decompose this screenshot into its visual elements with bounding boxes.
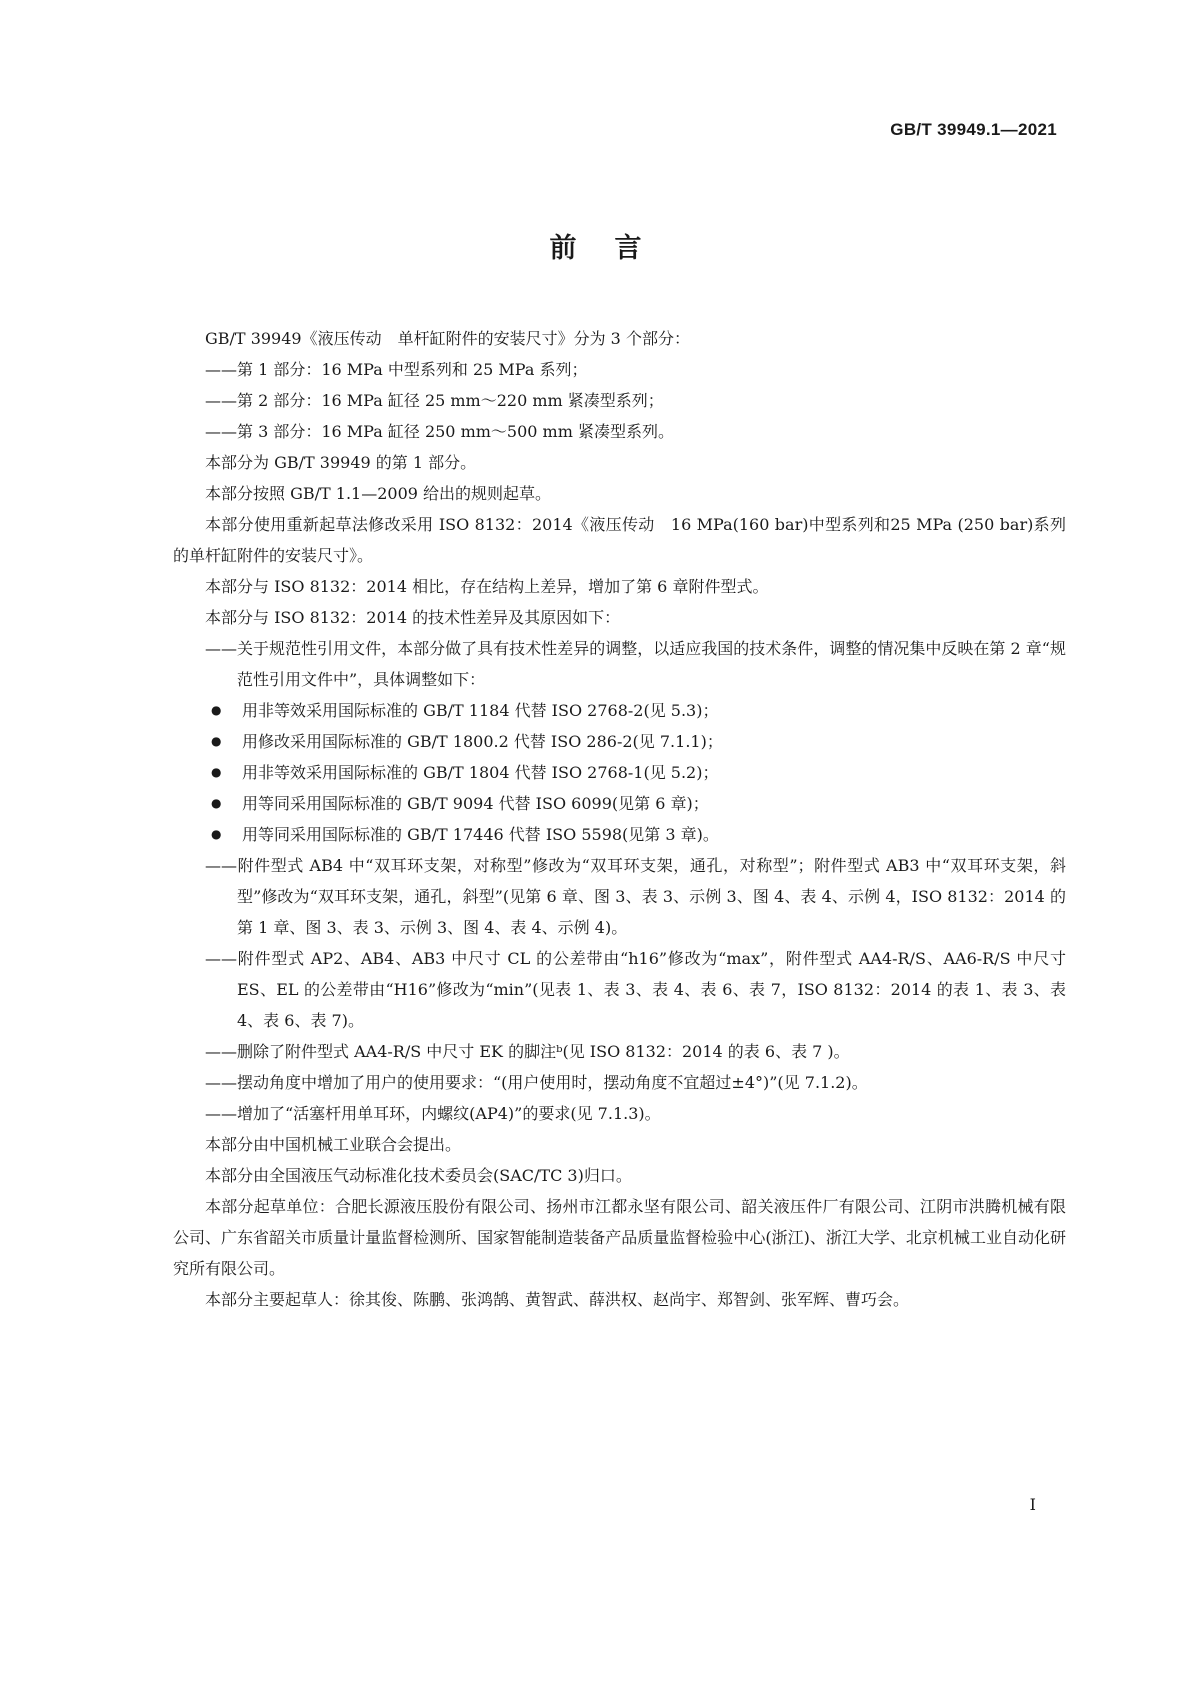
difference-item: ——附件型式 AP2、AB4、AB3 中尺寸 CL 的公差带由“h16”修改为“max”，附件型式 AA4-R/S、AA6-R/S 中尺寸 ES、EL 的公差带由“H16”修改为“min”(见表 1、表 3、表 4、表 6、表 7，ISO 8132：2014 的表 1、表 3、表 4、表 6、表 7)。 <box>205 949 1066 1030</box>
difference-item: ——摆动角度中增加了用户的使用要求：“(用户使用时，摆动角度不宜超过±4°)”(见 7.1.2)。 <box>205 1073 868 1092</box>
list-item <box>173 695 1066 726</box>
proposer-paragraph: 本部分由中国机械工业联合会提出。 <box>205 1135 462 1154</box>
structure-difference-paragraph: 本部分与 ISO 8132：2014 相比，存在结构上差异，增加了第 6 章附件型式。 <box>205 577 769 596</box>
reference-adjustment-list <box>173 695 1066 850</box>
foreword-body <box>173 323 1066 1315</box>
bullet-icon: ● <box>211 703 222 717</box>
list-item-text: 用等同采用国际标准的 GB/T 9094 代替 ISO 6099(见第 6 章)； <box>242 794 709 813</box>
part-list-item: ——第 3 部分：16 MPa 缸径 250 mm～500 mm 紧凑型系列。 <box>205 422 674 441</box>
difference-item: ——删除了附件型式 AA4-R/S 中尺寸 EK 的脚注ᵇ(见 ISO 8132：2014 的表 6、表 7 )。 <box>205 1042 850 1061</box>
list-item-text: 用非等效采用国际标准的 GB/T 1804 代替 ISO 2768-1(见 5.2)； <box>242 763 719 782</box>
difference-item: ——附件型式 AB4 中“双耳环支架，对称型”修改为“双耳环支架，通孔，对称型”；附件型式 AB3 中“双耳环支架，斜型”修改为“双耳环支架，通孔，斜型”(见第 6 章、图 3、表 3、示例 3、图 4、表 4、示例 4，ISO 8132：2014 的第 1 章、图 3、表 3、示例 3、图 4、表 4、示例 4)。 <box>205 856 1066 937</box>
centralized-paragraph: 本部分由全国液压气动标准化技术委员会(SAC/TC 3)归口。 <box>205 1166 632 1185</box>
bullet-icon: ● <box>211 827 222 841</box>
bullet-icon: ● <box>211 796 222 810</box>
list-item <box>173 819 1066 850</box>
list-item <box>173 757 1066 788</box>
drafting-rules-paragraph: 本部分按照 GB/T 1.1—2009 给出的规则起草。 <box>205 484 552 503</box>
difference-item: ——增加了“活塞杆用单耳环，内螺纹(AP4)”的要求(见 7.1.3)。 <box>205 1104 661 1123</box>
part-statement-paragraph: 本部分为 GB/T 39949 的第 1 部分。 <box>205 453 477 472</box>
list-item <box>173 726 1066 757</box>
part-list-item: ——第 1 部分：16 MPa 中型系列和 25 MPa 系列； <box>205 360 588 379</box>
list-item <box>173 788 1066 819</box>
drafting-units-paragraph: 本部分起草单位：合肥长源液压股份有限公司、扬州市江都永坚有限公司、韶关液压件厂有限公司、江阴市洪腾机械有限公司、广东省韶关市质量计量监督检测所、国家智能制造装备产品质量监督检验中心(浙江)、浙江大学、北京机械工业自动化研究所有限公司。 <box>173 1197 1066 1278</box>
intro-paragraph: GB/T 39949《液压传动 单杆缸附件的安装尺寸》分为 3 个部分： <box>205 329 690 348</box>
page-title: 前言 <box>549 233 680 264</box>
drafters-paragraph: 本部分主要起草人：徐其俊、陈鹏、张鸿鹄、黄智武、薛洪权、赵尚宇、郑智剑、张军辉、曹巧会。 <box>205 1290 910 1309</box>
difference-item: ——关于规范性引用文件，本部分做了具有技术性差异的调整，以适应我国的技术条件，调整的情况集中反映在第 2 章“规范性引用文件中”，具体调整如下： <box>205 639 1066 689</box>
list-item-text: 用非等效采用国际标准的 GB/T 1184 代替 ISO 2768-2(见 5.3)； <box>242 701 719 720</box>
bullet-icon: ● <box>211 734 222 748</box>
list-item-text: 用等同采用国际标准的 GB/T 17446 代替 ISO 5598(见第 3 章)。 <box>242 825 719 844</box>
page-number: I <box>1029 1495 1036 1514</box>
list-item-text: 用修改采用国际标准的 GB/T 1800.2 代替 ISO 286-2(见 7.1.1)； <box>242 732 723 751</box>
technical-difference-intro: 本部分与 ISO 8132：2014 的技术性差异及其原因如下： <box>205 608 621 627</box>
bullet-icon: ● <box>211 765 222 779</box>
document-code: GB/T 39949.1—2021 <box>890 120 1057 139</box>
adoption-paragraph: 本部分使用重新起草法修改采用 ISO 8132：2014《液压传动 16 MPa(160 bar)中型系列和25 MPa (250 bar)系列的单杆缸附件的安装尺寸》。 <box>173 515 1066 565</box>
part-list-item: ——第 2 部分：16 MPa 缸径 25 mm～220 mm 紧凑型系列； <box>205 391 664 410</box>
